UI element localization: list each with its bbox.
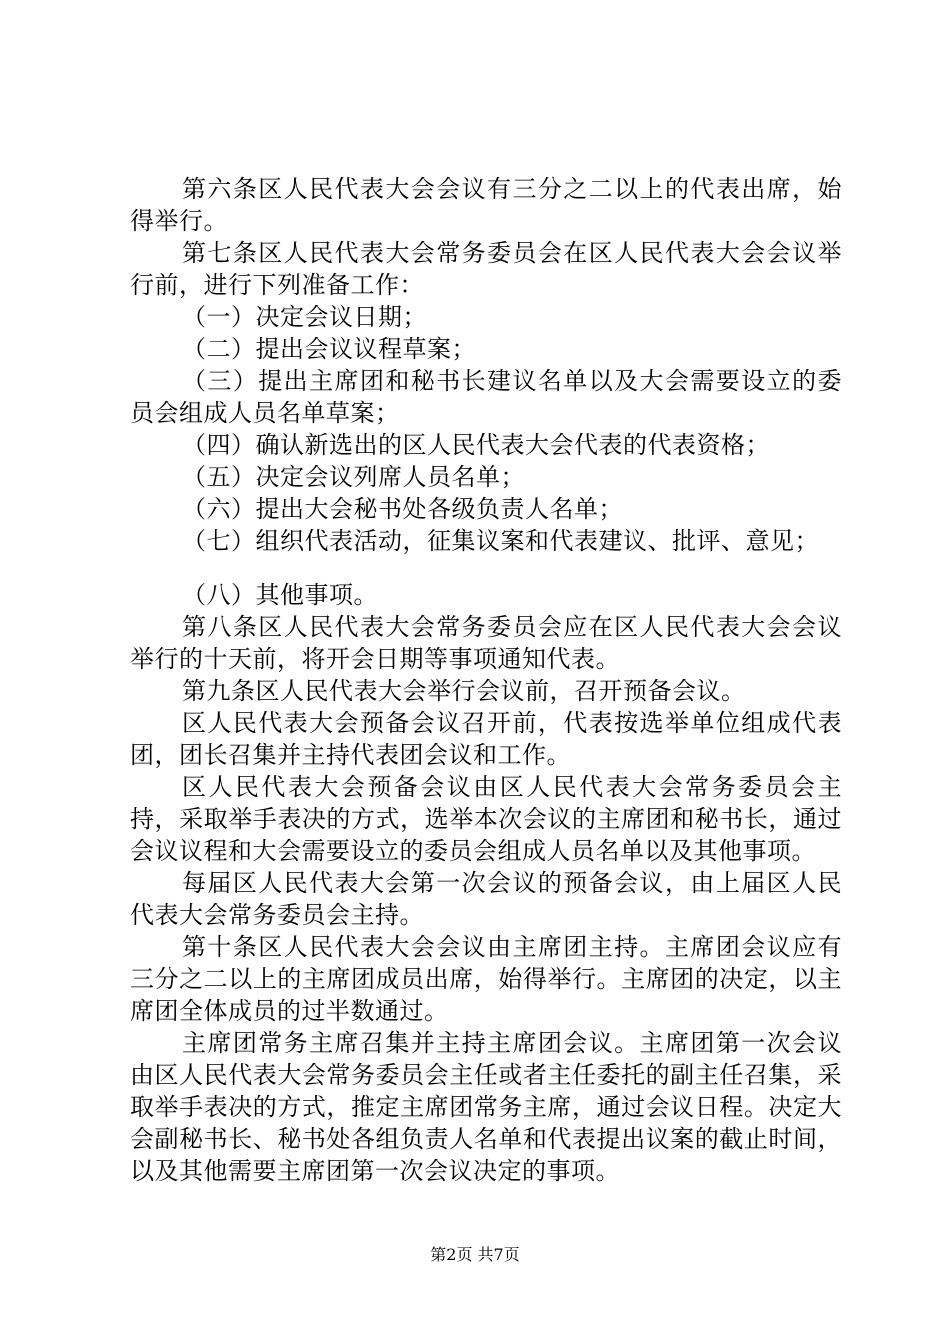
article-9-para-3: 区人民代表大会预备会议由区人民代表大会常务委员会主持，采取举手表决的方式，选举本次会议的主席团和秘书长，通过会议议程和大会需要设立的委员会组成人员名单以及其他事项。: [130, 773, 842, 865]
article-9-para-4: 每届区人民代表大会第一次会议的预备会议，由上届区人民代表大会常务委员会主持。: [130, 869, 842, 929]
article-7: 第七条区人民代表大会常务委员会在区人民代表大会会议举行前，进行下列准备工作：: [130, 239, 842, 299]
list-item-6: （六）提出大会秘书处各级负责人名单；: [182, 495, 623, 523]
page-footer: 第2页 共7页: [430, 1245, 520, 1264]
article-6: 第六条区人民代表大会会议有三分之二以上的代表出席，始得举行。: [130, 175, 842, 235]
list-item-2: （二）提出会议议程草案；: [182, 335, 476, 363]
article-9-para-2: 区人民代表大会预备会议召开前，代表按选举单位组成代表团，团长召集并主持代表团会议和工作。: [130, 709, 842, 769]
list-item-4: （四）确认新选出的区人民代表大会代表的代表资格；: [182, 431, 770, 459]
article-10: 第十条区人民代表大会会议由主席团主持。主席团会议应有三分之二以上的主席团成员出席，始得举行。主席团的决定，以主席团全体成员的过半数通过。: [130, 933, 842, 1025]
article-9: 第九条区人民代表大会举行会议前，召开预备会议。: [182, 677, 746, 705]
list-item-1: （一）决定会议日期；: [182, 303, 427, 331]
article-10-para-2: 主席团常务主席召集并主持主席团会议。主席团第一次会议由区人民代表大会常务委员会主任或者主任委托的副主任召集，采取举手表决的方式，推定主席团常务主席，通过会议日程。决定大会副秘书长、秘书处各组负责人名单和代表提出议案的截止时间，以及其他需要主席团第一次会议决定的事项。: [130, 1029, 842, 1185]
list-item-3: （三）提出主席团和秘书长建议名单以及大会需要设立的委员会组成人员名单草案；: [130, 367, 842, 427]
document-body: [130, 173, 842, 1187]
list-item-5: （五）决定会议列席人员名单；: [182, 463, 525, 491]
article-8: 第八条区人民代表大会常务委员会应在区人民代表大会会议举行的十天前，将开会日期等事项通知代表。: [130, 613, 842, 673]
list-item-7: （七）组织代表活动，征集议案和代表建议、批评、意见；: [182, 527, 819, 555]
list-item-8: （八）其他事项。: [182, 581, 378, 609]
